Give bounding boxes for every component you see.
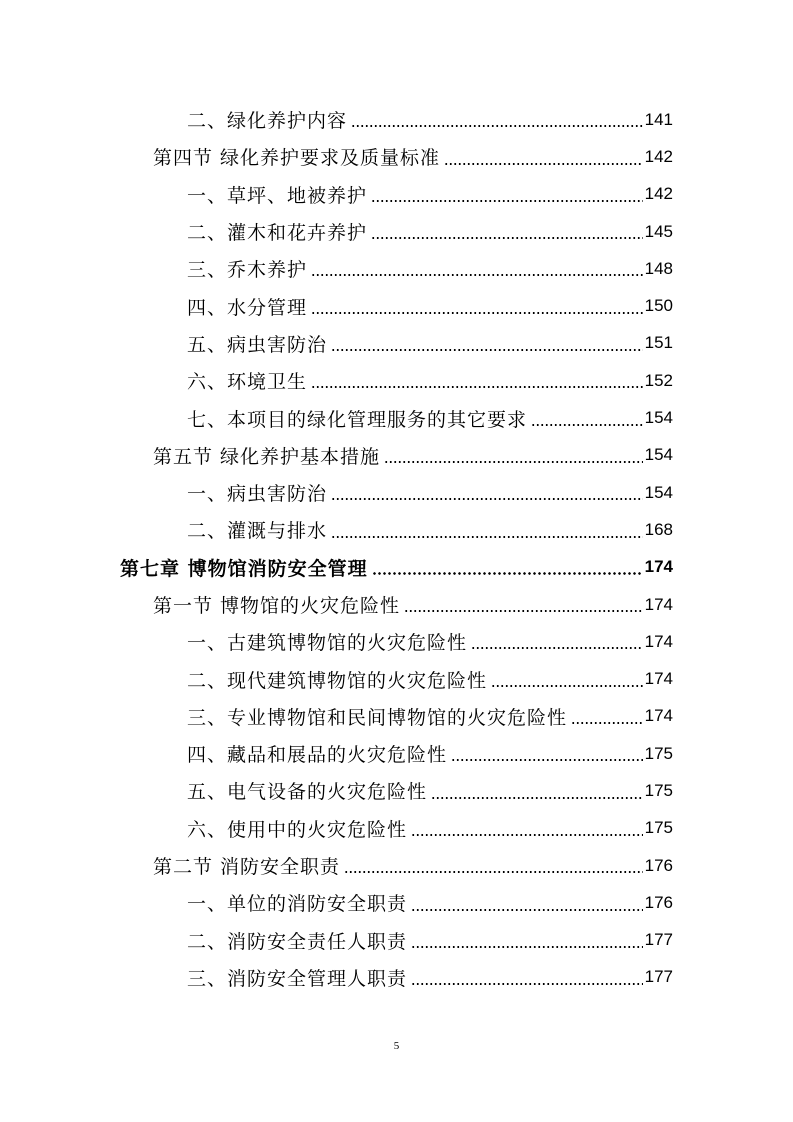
toc-subsection-entry[interactable] bbox=[0, 101, 793, 138]
toc-subsection-entry[interactable] bbox=[0, 511, 793, 548]
toc-subsection-entry[interactable] bbox=[0, 772, 793, 809]
toc-subsection-entry[interactable] bbox=[0, 623, 793, 660]
toc-dot-leader bbox=[331, 349, 643, 351]
toc-entry-title: 二、灌木和花卉养护 bbox=[187, 222, 368, 245]
toc-entry-page-number: 175 bbox=[644, 743, 673, 763]
toc-subsection-entry[interactable] bbox=[0, 474, 793, 511]
table-of-contents bbox=[0, 101, 793, 996]
toc-entry-title: 二、消防安全责任人职责 bbox=[187, 930, 408, 953]
toc-entry-page-number: 142 bbox=[644, 184, 673, 204]
toc-subsection-entry[interactable] bbox=[0, 698, 793, 735]
toc-subsection-entry[interactable] bbox=[0, 735, 793, 772]
toc-entry-title: 第一节 博物馆的火灾危险性 bbox=[153, 595, 401, 617]
toc-entry-page-number: 150 bbox=[644, 296, 673, 316]
toc-dot-leader bbox=[384, 461, 643, 463]
toc-entry-page-number: 154 bbox=[644, 482, 673, 502]
toc-entry-page-number: 174 bbox=[644, 631, 673, 651]
toc-entry-title: 四、水分管理 bbox=[187, 296, 308, 319]
toc-chapter-entry[interactable] bbox=[0, 549, 793, 586]
toc-entry-title: 六、使用中的火灾危险性 bbox=[187, 818, 408, 841]
toc-entry-title: 七、本项目的绿化管理服务的其它要求 bbox=[187, 408, 528, 431]
toc-entry-title: 第五节 绿化养护基本措施 bbox=[153, 445, 381, 468]
toc-entry-title: 第七章 博物馆消防安全管理 bbox=[120, 557, 368, 580]
toc-entry-page-number: 142 bbox=[644, 146, 673, 166]
toc-dot-leader bbox=[411, 909, 643, 911]
toc-dot-leader bbox=[351, 125, 643, 127]
toc-entry-title: 一、古建筑博物馆的火灾危险性 bbox=[187, 632, 468, 655]
toc-dot-leader bbox=[311, 312, 643, 314]
toc-section-entry[interactable] bbox=[0, 847, 793, 884]
toc-entry-title: 二、灌溉与排水 bbox=[187, 520, 328, 543]
toc-dot-leader bbox=[431, 797, 643, 799]
toc-entry-page-number: 148 bbox=[644, 258, 673, 278]
toc-dot-leader bbox=[411, 946, 643, 948]
toc-entry-title: 六、环境卫生 bbox=[187, 371, 308, 394]
toc-dot-leader bbox=[451, 759, 643, 761]
toc-dot-leader bbox=[491, 685, 643, 687]
toc-entry-page-number: 175 bbox=[644, 780, 673, 800]
toc-entry-page-number: 174 bbox=[644, 706, 673, 726]
toc-entry-title: 一、草坪、地被养护 bbox=[187, 184, 368, 207]
toc-entry-page-number: 154 bbox=[644, 445, 673, 465]
toc-subsection-entry[interactable] bbox=[0, 959, 793, 996]
toc-entry-title: 一、病虫害防治 bbox=[187, 483, 328, 506]
toc-entry-title: 三、消防安全管理人职责 bbox=[187, 967, 408, 990]
toc-entry-title: 三、专业博物馆和民间博物馆的火灾危险性 bbox=[187, 706, 568, 729]
toc-dot-leader bbox=[372, 572, 643, 575]
toc-entry-page-number: 168 bbox=[644, 519, 673, 539]
toc-entry-title: 第四节 绿化养护要求及质量标准 bbox=[153, 147, 441, 170]
toc-dot-leader bbox=[371, 237, 643, 239]
toc-entry-page-number: 152 bbox=[644, 370, 673, 390]
toc-section-entry[interactable] bbox=[0, 437, 793, 474]
toc-entry-title: 五、电气设备的火灾危险性 bbox=[187, 781, 428, 804]
toc-subsection-entry[interactable] bbox=[0, 922, 793, 959]
toc-subsection-entry[interactable] bbox=[0, 660, 793, 697]
toc-entry-title: 五、病虫害防治 bbox=[187, 333, 328, 356]
toc-dot-leader bbox=[331, 498, 643, 500]
toc-dot-leader bbox=[444, 163, 643, 165]
toc-subsection-entry[interactable] bbox=[0, 810, 793, 847]
toc-dot-leader bbox=[311, 386, 643, 388]
toc-entry-page-number: 174 bbox=[644, 669, 673, 689]
toc-subsection-entry[interactable] bbox=[0, 176, 793, 213]
toc-entry-title: 二、现代建筑博物馆的火灾危险性 bbox=[187, 669, 488, 692]
toc-subsection-entry[interactable] bbox=[0, 250, 793, 287]
toc-entry-title: 二、绿化养护内容 bbox=[187, 110, 348, 133]
toc-dot-leader bbox=[411, 983, 643, 985]
toc-section-entry[interactable] bbox=[0, 138, 793, 175]
toc-dot-leader bbox=[411, 834, 643, 836]
toc-subsection-entry[interactable] bbox=[0, 884, 793, 921]
toc-dot-leader bbox=[371, 200, 643, 202]
toc-dot-leader bbox=[311, 274, 643, 276]
toc-subsection-entry[interactable] bbox=[0, 213, 793, 250]
toc-dot-leader bbox=[471, 647, 643, 649]
toc-entry-page-number: 154 bbox=[644, 408, 673, 428]
toc-entry-page-number: 175 bbox=[644, 818, 673, 838]
toc-dot-leader bbox=[531, 424, 643, 426]
toc-dot-leader bbox=[331, 536, 643, 538]
toc-entry-page-number: 151 bbox=[644, 333, 673, 353]
toc-entry-title: 第二节 消防安全职责 bbox=[153, 856, 341, 879]
toc-subsection-entry[interactable] bbox=[0, 362, 793, 399]
toc-subsection-entry[interactable] bbox=[0, 287, 793, 324]
toc-dot-leader bbox=[344, 871, 643, 873]
toc-entry-page-number: 177 bbox=[644, 930, 673, 950]
toc-entry-page-number: 174 bbox=[644, 594, 673, 614]
toc-entry-page-number: 177 bbox=[644, 967, 673, 987]
toc-subsection-entry[interactable] bbox=[0, 325, 793, 362]
toc-entry-page-number: 145 bbox=[644, 221, 673, 241]
toc-entry-page-number: 174 bbox=[644, 557, 673, 577]
toc-dot-leader bbox=[404, 610, 643, 612]
toc-entry-page-number: 141 bbox=[644, 109, 673, 129]
toc-entry-page-number: 176 bbox=[644, 892, 673, 912]
toc-entry-title: 四、藏品和展品的火灾危险性 bbox=[187, 744, 448, 767]
toc-entry-title: 一、单位的消防安全职责 bbox=[187, 893, 408, 916]
toc-entry-title: 三、乔木养护 bbox=[187, 259, 308, 282]
toc-subsection-entry[interactable] bbox=[0, 399, 793, 436]
page-number: 5 bbox=[393, 1040, 400, 1052]
toc-entry-page-number: 176 bbox=[644, 855, 673, 875]
toc-section-entry[interactable] bbox=[0, 586, 793, 623]
toc-dot-leader bbox=[571, 722, 643, 724]
